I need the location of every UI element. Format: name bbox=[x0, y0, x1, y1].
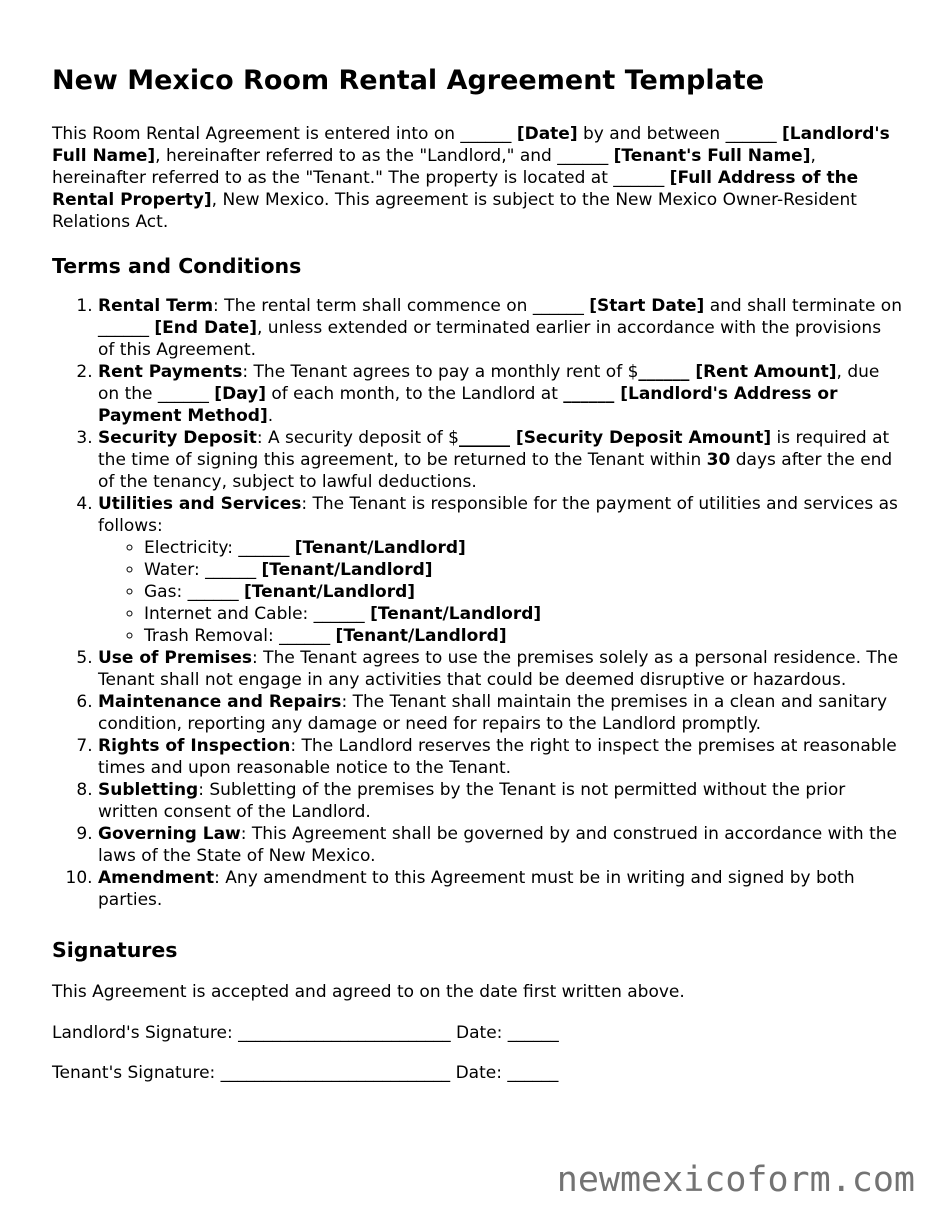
term-maintenance: 6. Maintenance and Repairs: The Tenant shall maintain the premises in a clean and sanitary condition, reporting any damage or need for repairs to the Landlord promptly. bbox=[98, 691, 902, 735]
term-rental-term: 1. Rental Term: The rental term shall commence on ______ [Start Date] and shall terminate on ______ [End Date], unless extended or terminated earlier in accordance with the provisions of this Agreement. bbox=[98, 295, 902, 361]
term-use-of-premises: 5. Use of Premises: The Tenant agrees to use the premises solely as a personal residence. The Tenant shall not engage in any activities that could be deemed disruptive or hazardous. bbox=[98, 647, 902, 691]
landlord-signature-line: Landlord's Signature: _________________________ Date: ______ bbox=[52, 1023, 559, 1043]
document-page bbox=[52, 62, 902, 1102]
utility-item-water: ◦ Water: ______ [Tenant/Landlord] bbox=[144, 559, 902, 581]
terms-list bbox=[52, 295, 902, 911]
term-inspection: 7. Rights of Inspection: The Landlord reserves the right to inspect the premises at reasonable times and upon reasonable notice to the Tenant. bbox=[98, 735, 902, 779]
utilities-list bbox=[98, 537, 902, 647]
page-title: New Mexico Room Rental Agreement Template bbox=[52, 65, 765, 96]
signatures-heading: Signatures bbox=[52, 938, 178, 962]
term-subletting: 8. Subletting: Subletting of the premises by the Tenant is not permitted without the prior written consent of the Landlord. bbox=[98, 779, 902, 823]
signatures-intro: This Agreement is accepted and agreed to on the date first written above. bbox=[52, 982, 685, 1002]
term-rent-payments: 2. Rent Payments: The Tenant agrees to pay a monthly rent of $______ [Rent Amount], due on the ______ [Day] of each month, to the Landlord at ______ [Landlord's Address or Payment Method]. bbox=[98, 361, 902, 427]
utility-item-internet: ◦ Internet and Cable: ______ [Tenant/Landlord] bbox=[144, 603, 902, 625]
site-watermark: newmexicoform.com bbox=[556, 1160, 915, 1200]
terms-heading: Terms and Conditions bbox=[52, 254, 302, 278]
intro-paragraph: This Room Rental Agreement is entered into on ______ [Date] by and between ______ [Landlord's Full Name], hereinafter referred to as the "Landlord," and ______ [Tenant's Full Name], hereinafter referred to as the "Tenant." The property is located at ______ [Full Address of the Rental Property], New Mexico. This agreement is subject to the New Mexico Owner-Resident Relations Act. bbox=[52, 124, 890, 232]
term-utilities: 4. Utilities and Services: The Tenant is responsible for the payment of utilities and services as follows: ◦ Electricity: ______ [Tenant/Landlord] ◦ Water: ______ [Tenant/Landlord] ◦ Gas: ______ [Tenant/Landlord] ◦ Internet and Cable: ______ [Tenant/Landlord] ◦ Trash Removal: ______ [Tenant/Landlord] bbox=[98, 493, 902, 647]
utility-item-trash: ◦ Trash Removal: ______ [Tenant/Landlord] bbox=[144, 625, 902, 647]
utility-item-gas: ◦ Gas: ______ [Tenant/Landlord] bbox=[144, 581, 902, 603]
term-governing-law: 9. Governing Law: This Agreement shall be governed by and construed in accordance with the laws of the State of New Mexico. bbox=[98, 823, 902, 867]
term-amendment: 10. Amendment: Any amendment to this Agreement must be in writing and signed by both parties. bbox=[98, 867, 902, 911]
term-security-deposit: 3. Security Deposit: A security deposit of $______ [Security Deposit Amount] is required at the time of signing this agreement, to be returned to the Tenant within 30 days after the end of the tenancy, subject to lawful deductions. bbox=[98, 427, 902, 493]
utility-item-electricity: ◦ Electricity: ______ [Tenant/Landlord] bbox=[144, 537, 902, 559]
tenant-signature-line: Tenant's Signature: ___________________________ Date: ______ bbox=[52, 1063, 559, 1083]
